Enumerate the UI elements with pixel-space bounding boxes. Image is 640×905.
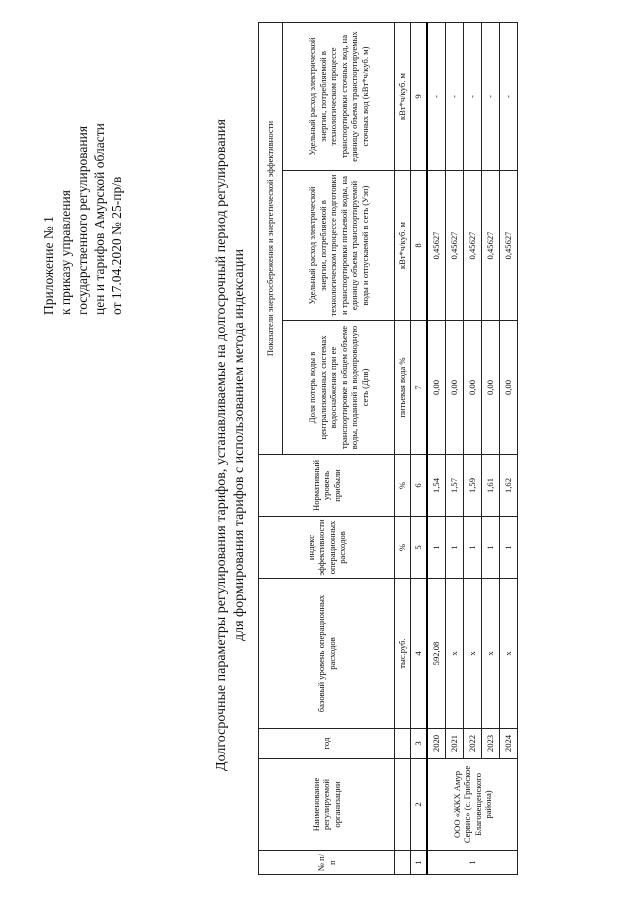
- column-number: 2: [411, 759, 428, 851]
- header-energy-sewage: Удельный расход электрической энергии, потребляемой в технологическом процессе транспортировки сточных вод, на единицу объема транспортируемых сточных вод (кВт*ч/куб. м): [283, 23, 395, 171]
- cell-ee-water: 0,45627: [446, 171, 464, 321]
- cell-ee-sewage: -: [464, 23, 482, 171]
- cell-ee-sewage: -: [482, 23, 500, 171]
- table-row: [500, 23, 518, 875]
- cell-year: 2021: [446, 729, 464, 759]
- cell-index: 1: [427, 517, 446, 579]
- column-number-row: [411, 23, 428, 875]
- header-organization: Наименование регулируемой организации: [259, 759, 395, 851]
- header-energy-water: Удельный расход электрической энергии, потребляемой в технологическом процессе подготовки и транспортировки питьевой воды, на единицу объема транспортируемой воды и отпускаемой в сеть (Уэп): [283, 171, 395, 321]
- appendix-heading: [40, 35, 125, 315]
- cell-profit: 1,62: [500, 455, 518, 517]
- organization-name: ООО «ЖКХ Амур Сервис» (с. Грибское Благовещенского района): [427, 759, 518, 851]
- cell-loss: 0,00: [446, 321, 464, 455]
- cell-loss: 0,00: [500, 321, 518, 455]
- title-line: для формирования тарифов с использованием метода индексации: [232, 248, 247, 642]
- header-num: № п/п: [259, 851, 395, 875]
- cell-base: х: [500, 579, 518, 729]
- cell-ee-water: 0,45627: [500, 171, 518, 321]
- cell-loss: 0,00: [482, 321, 500, 455]
- header-efficiency-index: индекс эффективности операционных расходов: [259, 517, 395, 579]
- column-number: 6: [411, 455, 428, 517]
- cell-ee-water: 0,45627: [427, 171, 446, 321]
- column-number: 8: [411, 171, 428, 321]
- column-number: 9: [411, 23, 428, 171]
- header-base-level: базовый уровень операционных расходов: [259, 579, 395, 729]
- appendix-line: Приложение № 1: [41, 216, 56, 315]
- cell-ee-sewage: -: [427, 23, 446, 171]
- header-water-loss: Доля потерь воды в централизованных системах водоснабжения при ее транспортировке в общем объеме воды, поданной в водопроводную сеть (Дпв): [283, 321, 395, 455]
- cell-ee-water: 0,45627: [464, 171, 482, 321]
- cell-base: х: [482, 579, 500, 729]
- column-number: 5: [411, 517, 428, 579]
- cell-index: 1: [482, 517, 500, 579]
- units-row: [395, 23, 411, 875]
- cell-profit: 1,57: [446, 455, 464, 517]
- appendix-line: от 17.04.2020 № 25-пр/в: [109, 176, 124, 315]
- column-number: 1: [411, 851, 428, 875]
- table-row: [446, 23, 464, 875]
- cell-ee-water: 0,45627: [482, 171, 500, 321]
- unit-cell: питьевая вода %: [395, 321, 411, 455]
- header-profit-level: Нормативный уровень прибыли: [259, 455, 395, 517]
- cell-profit: 1,61: [482, 455, 500, 517]
- title-line: Долгосрочные параметры регулирования тарифов, устанавливаемые на долгосрочный период регулирования: [214, 119, 229, 771]
- unit-cell: тыс.руб.: [395, 579, 411, 729]
- cell-index: 1: [500, 517, 518, 579]
- cell-year: 2024: [500, 729, 518, 759]
- table-row: [464, 23, 482, 875]
- cell-index: 1: [446, 517, 464, 579]
- header-year: год: [259, 729, 395, 759]
- appendix-line: цен и тарифов Амурской области: [92, 123, 107, 315]
- cell-base: 592,08: [427, 579, 446, 729]
- unit-cell: кВт*ч/куб. м: [395, 171, 411, 321]
- cell-profit: 1,54: [427, 455, 446, 517]
- parameters-table: [258, 22, 518, 875]
- table-row: [427, 23, 446, 875]
- column-number: 7: [411, 321, 428, 455]
- organization-num: 1: [427, 851, 518, 875]
- cell-profit: 1,59: [464, 455, 482, 517]
- cell-year: 2020: [427, 729, 446, 759]
- cell-index: 1: [464, 517, 482, 579]
- table-row: [482, 23, 500, 875]
- unit-cell: %: [395, 455, 411, 517]
- cell-loss: 0,00: [464, 321, 482, 455]
- column-number: 3: [411, 729, 428, 759]
- document-title: [213, 25, 249, 865]
- cell-loss: 0,00: [427, 321, 446, 455]
- column-number: 4: [411, 579, 428, 729]
- unit-cell: %: [395, 517, 411, 579]
- header-energy-group: Показатели энергосбережения и энергетической эффективности: [259, 23, 283, 455]
- appendix-line: государственного регулирования: [75, 125, 90, 315]
- cell-base: х: [446, 579, 464, 729]
- unit-cell: кВт*ч/куб. м: [395, 23, 411, 171]
- cell-ee-sewage: -: [446, 23, 464, 171]
- cell-ee-sewage: -: [500, 23, 518, 171]
- cell-year: 2022: [464, 729, 482, 759]
- appendix-line: к приказу управления: [58, 190, 73, 315]
- cell-base: х: [464, 579, 482, 729]
- cell-year: 2023: [482, 729, 500, 759]
